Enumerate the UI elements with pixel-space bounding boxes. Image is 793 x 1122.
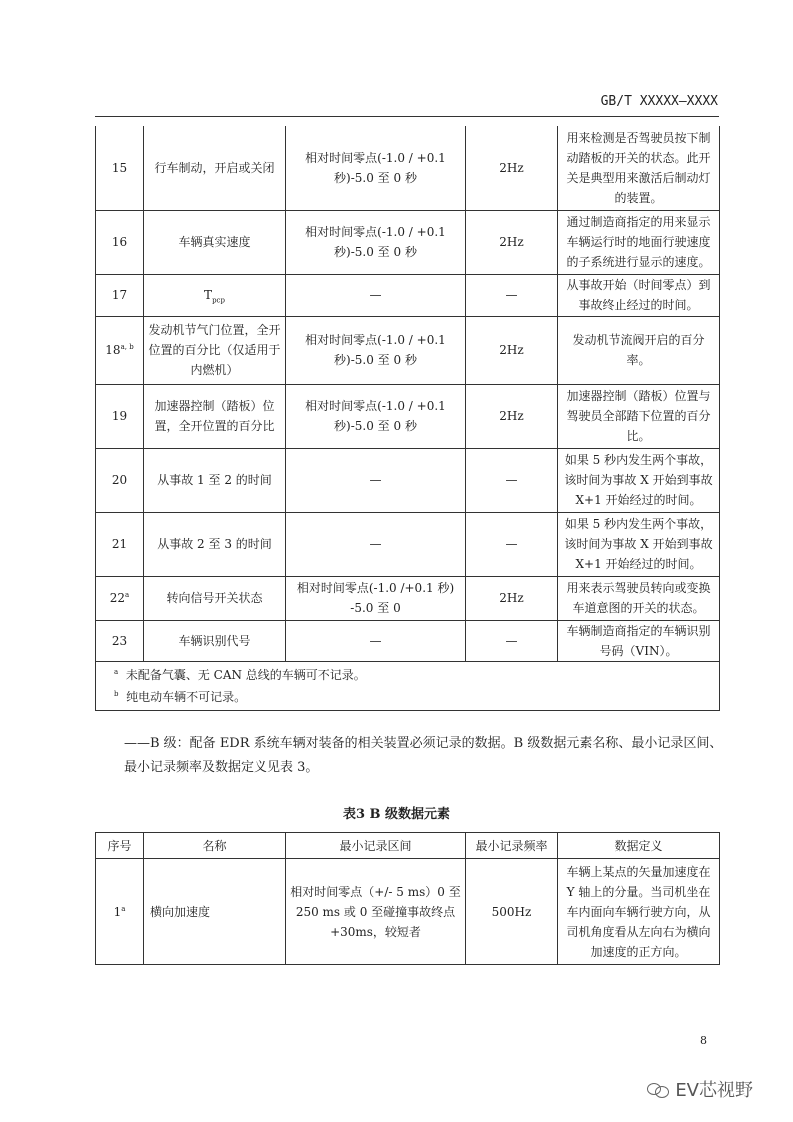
footnote-mark: a, b (120, 343, 134, 351)
data-definition: 车辆制造商指定的车辆识别号码（VIN）。 (558, 620, 720, 661)
record-frequency: — (466, 620, 558, 661)
record-frequency: 2Hz (466, 576, 558, 620)
data-definition: 用来表示驾驶员转向或变换车道意图的开关的状态。 (558, 576, 720, 620)
row-number-text: 1 (113, 904, 122, 919)
b-level-paragraph: ——B 级：配备 EDR 系统车辆对装备的相关装置必须记录的数据。B 级数据元素名称、最小记录区间、最小记录频率及数据定义见表 3。 (124, 736, 723, 775)
footnotes-row (96, 661, 720, 710)
data-definition: 通过制造商指定的用来显示车辆运行时的地面行驶速度的子系统进行显示的速度。 (558, 210, 720, 274)
row-number-text: 22 (109, 591, 126, 605)
record-interval: — (286, 620, 466, 661)
record-interval: 相对时间零点(-1.0 / +0.1 秒)-5.0 至 0 秒 (286, 210, 466, 274)
element-name: 转向信号开关状态 (144, 576, 286, 620)
row-number: 15 (96, 126, 144, 210)
footnote-text: 纯电动车辆不可记录。 (126, 689, 247, 704)
column-header: 序号 (96, 833, 144, 859)
element-name: 发动机节气门位置，全开位置的百分比（仅适用于内燃机） (144, 316, 286, 384)
column-header: 名称 (144, 833, 286, 859)
record-frequency: 2Hz (466, 316, 558, 384)
table-row (96, 859, 720, 965)
element-name: 加速器控制（踏板）位置，全开位置的百分比 (144, 384, 286, 448)
watermark-text: EV芯视野 (675, 1080, 753, 1101)
document-code: GB/T XXXXX—XXXX (600, 94, 718, 109)
column-header: 最小记录区间 (286, 833, 466, 859)
row-number: 23 (96, 620, 144, 661)
table-row (96, 384, 720, 448)
record-interval: 相对时间零点(-1.0 / +0.1 秒)-5.0 至 0 秒 (286, 316, 466, 384)
row-number: 20 (96, 448, 144, 512)
table-row (96, 274, 720, 316)
data-definition: 用来检测是否驾驶员按下制动踏板的开关的状态。此开关是典型用来激活后制动灯的装置。 (558, 126, 720, 210)
record-interval: 相对时间零点(-1.0 / +0.1 秒)-5.0 至 0 秒 (286, 384, 466, 448)
element-name: 从事故 1 至 2 的时间 (144, 448, 286, 512)
record-interval: 相对时间零点(-1.0 /+0.1 秒) -5.0 至 0 (286, 576, 466, 620)
row-number (96, 859, 144, 965)
data-definition: 如果 5 秒内发生两个事故，该时间为事故 X 开始到事故 X+1 开始经过的时间。 (558, 512, 720, 576)
footnotes-cell (96, 661, 720, 710)
table-row (96, 210, 720, 274)
data-elements-table-b (95, 832, 720, 965)
watermark (647, 1076, 753, 1102)
table3-caption: 表3 B 级数据元素 (342, 807, 451, 822)
record-frequency: — (466, 448, 558, 512)
table-row (96, 126, 720, 210)
column-header: 数据定义 (558, 833, 720, 859)
record-interval: — (286, 512, 466, 576)
element-name: 从事故 2 至 3 的时间 (144, 512, 286, 576)
data-definition: 如果 5 秒内发生两个事故，该时间为事故 X 开始到事故 X+1 开始经过的时间。 (558, 448, 720, 512)
element-name: 车辆识别代号 (144, 620, 286, 661)
table-header-row (96, 833, 720, 859)
row-number (96, 316, 144, 384)
table-row (96, 620, 720, 661)
record-frequency: — (466, 274, 558, 316)
element-name-subscript: pcp (212, 296, 225, 305)
record-frequency: 500Hz (466, 859, 558, 965)
page-number: 8 (700, 1034, 707, 1047)
column-header: 最小记录频率 (466, 833, 558, 859)
record-interval: — (286, 448, 466, 512)
data-definition: 发动机节流阀开启的百分率。 (558, 316, 720, 384)
record-frequency: — (466, 512, 558, 576)
table-row (96, 576, 720, 620)
row-number: 21 (96, 512, 144, 576)
record-interval: 相对时间零点（+/- 5 ms）0 至 250 ms 或 0 至碰撞事故终点+30ms，较短者 (286, 859, 466, 965)
row-number-text: 18 (105, 343, 121, 357)
footnote-mark: a (121, 904, 126, 913)
element-name: 行车制动，开启或关闭 (144, 126, 286, 210)
table-row (96, 448, 720, 512)
footnote-text: 未配备气囊、无 CAN 总线的车辆可不记录。 (125, 667, 366, 682)
row-number: 16 (96, 210, 144, 274)
data-definition: 车辆上某点的矢量加速度在Y 轴上的分量。当司机坐在车内面向车辆行驶方向，从司机角度看从左向右为横向加速度的正方向。 (558, 859, 720, 965)
table-row (96, 316, 720, 384)
data-definition: 从事故开始（时间零点）到事故终止经过的时间。 (558, 274, 720, 316)
footnote (114, 686, 701, 708)
footnote-mark: b (114, 689, 119, 698)
element-name-main: T (204, 288, 213, 302)
row-number: 17 (96, 274, 144, 316)
table-row (96, 512, 720, 576)
data-elements-table-a (95, 126, 720, 711)
footnote-mark: a (125, 591, 130, 599)
record-frequency: 2Hz (466, 126, 558, 210)
element-name: 横向加速度 (144, 859, 286, 965)
element-name: 车辆真实速度 (144, 210, 286, 274)
row-number: 19 (96, 384, 144, 448)
element-name (144, 274, 286, 316)
row-number (96, 576, 144, 620)
record-frequency: 2Hz (466, 210, 558, 274)
footnote-mark: a (114, 667, 119, 676)
data-definition: 加速器控制（踏板）位置与驾驶员全部踏下位置的百分比。 (558, 384, 720, 448)
record-interval: 相对时间零点(-1.0 / +0.1 秒)-5.0 至 0 秒 (286, 126, 466, 210)
header-divider (95, 116, 719, 117)
record-interval: — (286, 274, 466, 316)
record-frequency: 2Hz (466, 384, 558, 448)
chat-bubbles-icon (647, 1081, 669, 1097)
footnote (114, 664, 701, 686)
